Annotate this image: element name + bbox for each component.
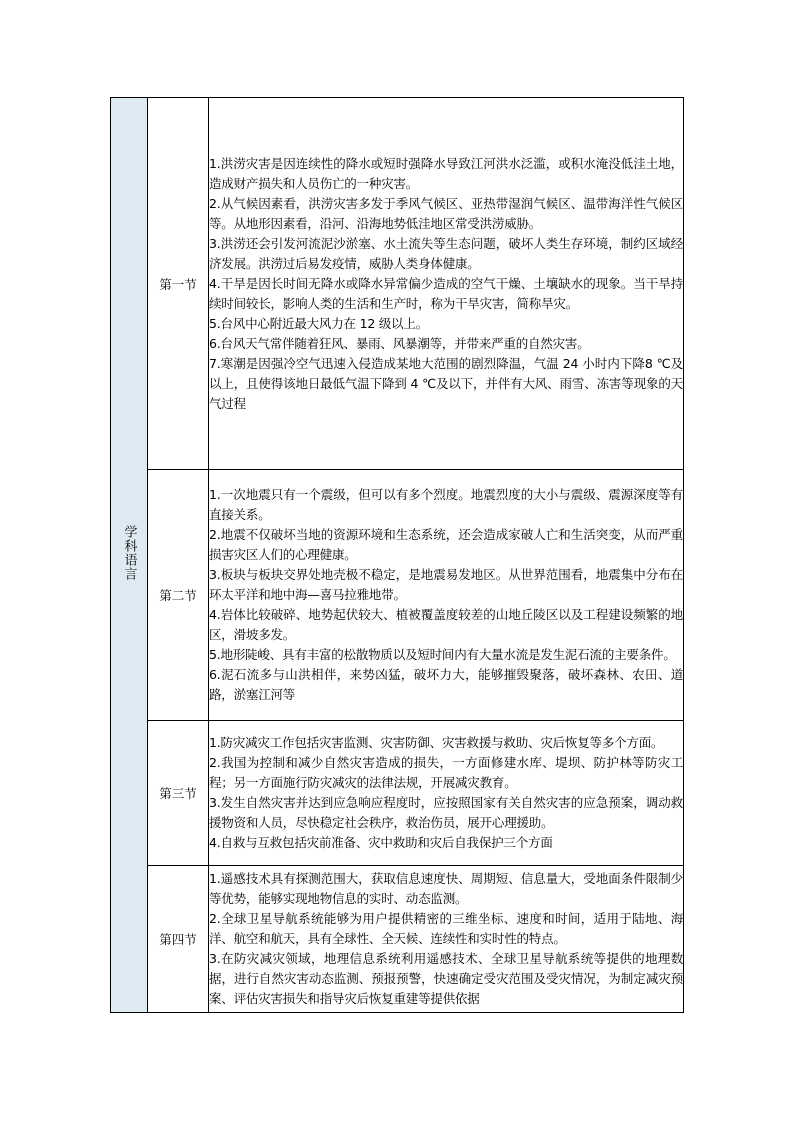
section-name-1: 第一节 — [148, 98, 209, 470]
list-item: 4.干旱是因长时间无降水或降水异常偏少造成的空气干燥、土壤缺水的现象。当干旱持续时间较长，影响人类的生活和生产时，称为干旱灾害，简称旱灾。 — [209, 275, 683, 311]
section-name-3: 第三节 — [148, 721, 209, 866]
section-content-1 — [209, 98, 684, 470]
table-row — [111, 721, 684, 866]
list-item: 3.板块与板块交界处地壳极不稳定，是地震易发地区。从世界范围看，地震集中分布在环太平洋和地中海—喜马拉雅地带。 — [209, 567, 683, 602]
section-content-2 — [209, 470, 684, 721]
section-name-4: 第四节 — [148, 866, 209, 1013]
table-row — [111, 98, 684, 470]
list-item: 4.岩体比较破碎、地势起伏较大、植被覆盖度较差的山地丘陵区以及工程建设频繁的地区，滑坡多发。 — [209, 607, 683, 642]
list-item: 6.泥石流多与山洪相伴，来势凶猛，破坏力大，能够摧毁聚落，破坏森林、农田、道路，淤塞江河等 — [209, 667, 683, 702]
list-item: 2.我国为控制和减少自然灾害造成的损失，一方面修建水库、堤坝、防护林等防灾工程；另一方面施行防灾减灾的法律法规，开展减灾教育。 — [209, 755, 683, 790]
list-item: 1.洪涝灾害是因连续性的降水或短时强降水导致江河洪水泛滥，或积水淹没低洼土地，造成财产损失和人员伤亡的一种灾害。 — [209, 155, 683, 191]
category-label: 学科语言 — [121, 525, 137, 581]
category-cell — [111, 98, 148, 1013]
section-content-3 — [209, 721, 684, 866]
list-item: 2.地震不仅破坏当地的资源环境和生态系统，还会造成家破人亡和生活突变，从而严重损害灾区人们的心理健康。 — [209, 527, 683, 562]
list-item: 2.从气候因素看，洪涝灾害多发于季风气候区、亚热带湿润气候区、温带海洋性气候区等。从地形因素看，沿河、沿海地势低洼地区常受洪涝威胁。 — [209, 195, 683, 231]
list-item: 3.发生自然灾害并达到应急响应程度时，应按照国家有关自然灾害的应急预案，调动救援物资和人员，尽快稳定社会秩序，救治伤员，展开心理援助。 — [209, 795, 683, 830]
list-item: 1.防灾减灾工作包括灾害监测、灾害防御、灾害救援与救助、灾后恢复等多个方面。 — [209, 735, 664, 750]
list-item: 6.台风天气常伴随着狂风、暴雨、风暴潮等，并带来严重的自然灾害。 — [209, 335, 590, 351]
content-table — [110, 97, 684, 1013]
list-item: 7.寒潮是因强冷空气迅速入侵造成某地大范围的剧烈降温，气温 24 小时内下降8 ℃及以上，且使得该地日最低气温下降到 4 ℃及以下，并伴有大风、雨雪、冻害等现象的天气过程 — [209, 355, 683, 411]
section-content-4 — [209, 866, 684, 1013]
list-item: 3.在防灾减灾领域，地理信息系统利用遥感技术、全球卫星导航系统等提供的地理数据，进行自然灾害动态监测、预报预警，快速确定受灾范围及受灾情况，为制定减灾预案、评估灾害损失和指导灾后恢复重建等提供依据 — [209, 951, 683, 1006]
list-item: 5.台风中心附近最大风力在 12 级以上。 — [209, 315, 429, 331]
list-item: 4.自救与互救包括灾前准备、灾中救助和灾后自我保护三个方面 — [209, 835, 553, 850]
list-item: 1.遥感技术具有探测范围大，获取信息速度快、周期短、信息量大，受地面条件限制少等优势，能够实现地物信息的实时、动态监测。 — [209, 871, 683, 906]
list-item: 3.洪涝还会引发河流泥沙淤塞、水土流失等生态问题，破坏人类生存环境，制约区域经济发展。洪涝过后易发疫情，威胁人类身体健康。 — [209, 235, 683, 271]
table-row — [111, 470, 684, 721]
table-row — [111, 866, 684, 1013]
list-item: 1.一次地震只有一个震级，但可以有多个烈度。地震烈度的大小与震级、震源深度等有直接关系。 — [209, 487, 683, 522]
section-name-2: 第二节 — [148, 470, 209, 721]
list-item: 2.全球卫星导航系统能够为用户提供精密的三维坐标、速度和时间，适用于陆地、海洋、航空和航天，具有全球性、全天候、连续性和实时性的特点。 — [209, 911, 683, 946]
list-item: 5.地形陡峻、具有丰富的松散物质以及短时间内有大量水流是发生泥石流的主要条件。 — [209, 647, 676, 662]
